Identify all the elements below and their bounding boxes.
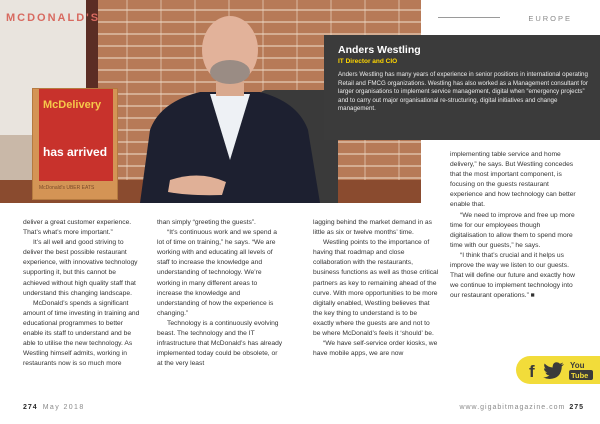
col1-paragraph-3: McDonald’s spends a significant amount of time investing in training and educational programmes to better enable its staff to understand and be able to utilise the new technology. As Westling himself admits, working in restaurants now is so much more (23, 299, 140, 368)
youtube-you: You (570, 361, 585, 370)
col3-paragraph-2: Westling points to the importance of having that roadmap and close collaboration with the restaurants, business functions as well as those critical partners as key to remaining ahead of the curve. With more opportunities to be more digitally enabled, Westling believes that the key thing to understand is to be exactly where the guests are and not to be where McDonald’s feels it ‘should’ be. (313, 239, 439, 338)
left-page-number: 274 (23, 404, 38, 411)
bio-name: Anders Westling (338, 44, 421, 56)
article-column-2 (157, 218, 283, 369)
person-figure (130, 10, 330, 203)
section-rule (438, 17, 500, 18)
twitter-icon[interactable] (543, 362, 565, 379)
col1-paragraph-2: It’s all well and good striving to deliver the best possible restaurant experience, with innovative technology supporting it, but this cannot be achieved without high quality staff that understand this changing landscape. (23, 239, 138, 297)
bag-footer: McDonald's UBER EATS (39, 185, 95, 191)
facebook-glyph: f (529, 362, 535, 379)
col2-paragraph-2: “It’s continuous work and we spend a lot of time on training,” he says. “We are working with and educating all levels of staff to increase the knowledge and understanding of technology. We’re working in many different areas to increase the knowledge and understanding of how the experience is changing.” (157, 229, 277, 317)
facebook-icon[interactable] (526, 361, 540, 379)
section-label: EUROPE (528, 14, 572, 23)
person-beard (210, 60, 250, 84)
col4-paragraph-3: “I think that’s crucial and it helps us improve the way we listen to our guests. That will define our future and exactly how we continue to implement technology into our restaurant operations.” ■ (450, 251, 575, 300)
delivery-bag (32, 88, 118, 200)
folio-left (23, 404, 85, 411)
twitter-bird (543, 362, 564, 379)
article-column-1 (23, 218, 143, 369)
col4-paragraph-1: implementing table service and home delivery,” he says. But Westling concedes that the most important component, is focusing on the guests restaurant experience and how technology can better enable that. (450, 151, 576, 209)
bag-headline: McDelivery (43, 99, 102, 111)
right-page-number: 275 (569, 404, 584, 411)
social-links (516, 356, 600, 384)
youtube-icon[interactable] (568, 359, 596, 381)
col3-paragraph-1: lagging behind the market demand in as little as six or twelve months’ time. (313, 219, 432, 237)
bio-box (324, 35, 600, 140)
youtube-tube: Tube (571, 371, 589, 380)
col3-paragraph-3: “We have self-service order kiosks, we have mobile apps, we are now (313, 340, 438, 358)
folio-right (459, 404, 584, 411)
article-column-3 (313, 218, 439, 359)
bag-tagline: has arrived (43, 145, 108, 159)
bio-role: IT Director and CIO (338, 58, 398, 65)
photo-brand-sign: MCDONALD'S (6, 12, 101, 24)
col2-paragraph-3: Technology is a continuously evolving beast. The technology and the IT infrastructure that McDonald’s has already implemented today could be obsolete, or at the very least (157, 319, 283, 368)
col1-paragraph-1: deliver a great customer experience. That’s what’s more important.” (23, 219, 132, 237)
col4-paragraph-2: “We need to improve and free up more time for our employees though digitalisation to allow them to spend more time with our guests,” he says. (450, 211, 575, 249)
bio-text: Anders Westling has many years of experience in senior positions in international operating Retail and FMCG organizations. Westling has also worked as a Management consultant for larger organisations to implement service management, digital when “emergency projects” and to carry out major organisational re-structuring, digital initiatives and change management. (338, 71, 588, 113)
website-link[interactable]: www.gigabitmagazine.com (459, 404, 566, 411)
col2-paragraph-1: than simply “greeting the guests”. (157, 219, 256, 226)
article-column-4 (450, 150, 578, 301)
issue-date: May 2018 (42, 404, 85, 411)
